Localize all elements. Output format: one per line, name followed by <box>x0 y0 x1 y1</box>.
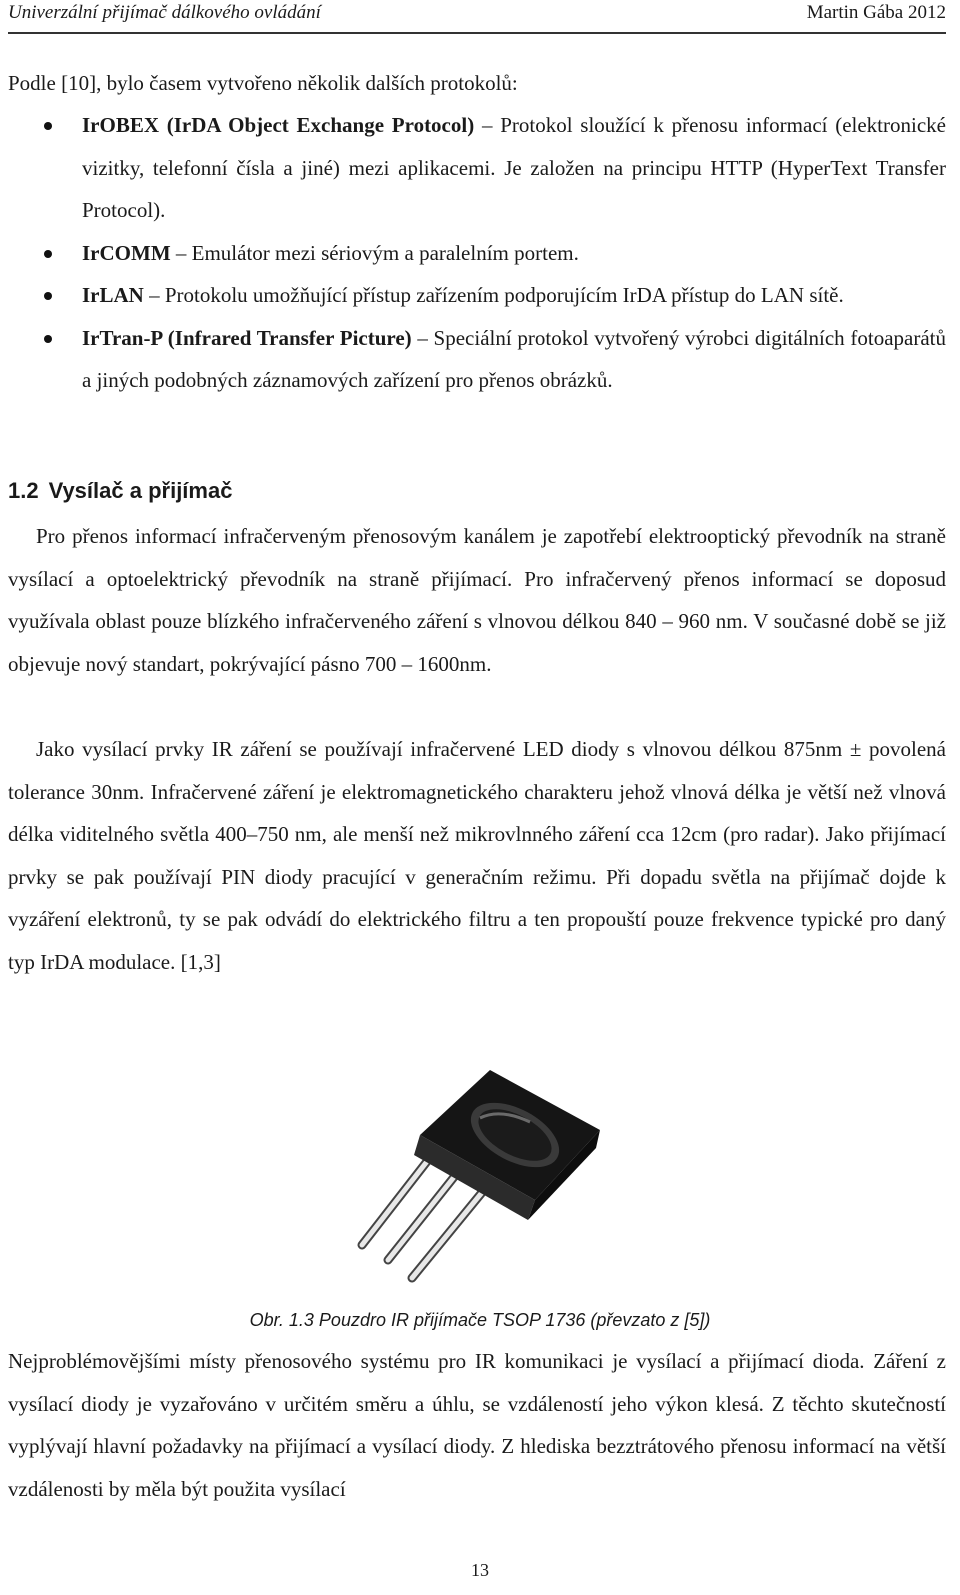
header-title: Univerzální přijímač dálkového ovládání <box>8 2 321 23</box>
list-item <box>0 317 946 402</box>
header-author-year: Martin Gába 2012 <box>806 2 946 23</box>
section-number: 1.2 <box>8 478 39 503</box>
page-header <box>8 0 946 30</box>
bullet-icon <box>44 292 52 300</box>
figure-caption: Obr. 1.3 Pouzdro IR přijímače TSOP 1736 (převzato z [5]) <box>249 1310 711 1330</box>
bullet-icon <box>44 122 52 130</box>
intro-paragraph: Podle [10], bylo časem vytvořeno několik dalších protokolů: <box>8 71 518 95</box>
list-item <box>0 232 946 275</box>
list-item <box>0 104 946 232</box>
list-item-text: – Protokol sloužící k přenosu informací (elektronické vizitky, telefonní čísla a jiné) mezi aplikacemi. Je založen na principu HTTP (HyperText Transfer Protocol). <box>82 113 946 222</box>
page-number: 13 <box>471 1560 489 1580</box>
list-item-term: IrTran-P (Infrared Transfer Picture) <box>82 325 412 350</box>
ir-receiver-component-image <box>350 1060 620 1300</box>
protocol-list <box>0 104 946 402</box>
body-paragraph: Pro přenos informací infračerveným přenosovým kanálem je zapotřebí elektrooptický převodník na straně vysílací a optoelektrický převodník na straně přijímací. Pro infračervený přenos informací se doposud využívala oblast pouze blízkého infračerveného záření s vlnovou délkou 840 – 960 nm. V současné době se již objevuje nový standart, pokrývající pásno 700 – 1600nm. <box>8 524 946 676</box>
body-paragraph: Jako vysílací prvky IR záření se používají infračervené LED diody s vlnovou délkou 875nm ± povolená tolerance 30nm. Infračervené záření je elektromagnetického charakteru jehož vlnová délka je větší než vlnová délka viditelného světla 400–750 nm, ale menší než mikrovlnného záření cca 12cm (pro radar). Jako přijímací prvky se pak používají PIN diody pracující v generačním režimu. Při dopadu světla na přijímač dojde k vyzáření elektronů, ty se pak odvádí do elektrického filtru a ten propouští pouze frekvence typické pro daný typ IrDA modulace. [1,3] <box>8 737 946 974</box>
list-item-term: IrLAN <box>82 283 144 307</box>
section-title: Vysílač a přijímač <box>48 478 233 503</box>
list-item-text: – Emulátor mezi sériovým a paralelním portem. <box>170 240 579 265</box>
section-heading <box>8 478 232 504</box>
list-item <box>0 274 946 317</box>
list-item-term: IrCOMM <box>82 240 171 265</box>
list-item-term: IrOBEX (IrDA Object Exchange Protocol) <box>82 113 475 137</box>
bullet-icon <box>44 250 52 258</box>
list-item-text: – Protokolu umožňující přístup zařízením podporujícím IrDA přístup do LAN sítě. <box>143 283 844 307</box>
body-paragraph: Nejproblémovějšími místy přenosového systému pro IR komunikaci je vysílací a přijímací dioda. Záření z vysílací diody je vyzařováno v určitém směru a úhlu, se vzdáleností jeho výkon klesá. Z těchto skutečností vyplývají hlavní požadavky na přijímací a vysílací diody. Z hlediska bezztrátového přenosu informací na větší vzdálenosti by měla být použita vysílací <box>8 1349 946 1501</box>
header-rule <box>8 32 946 34</box>
bullet-icon <box>44 335 52 343</box>
list-item-text: – Speciální protokol vytvořený výrobci digitálních fotoaparátů a jiných podobných záznamových zařízení pro přenos obrázků. <box>82 325 946 392</box>
